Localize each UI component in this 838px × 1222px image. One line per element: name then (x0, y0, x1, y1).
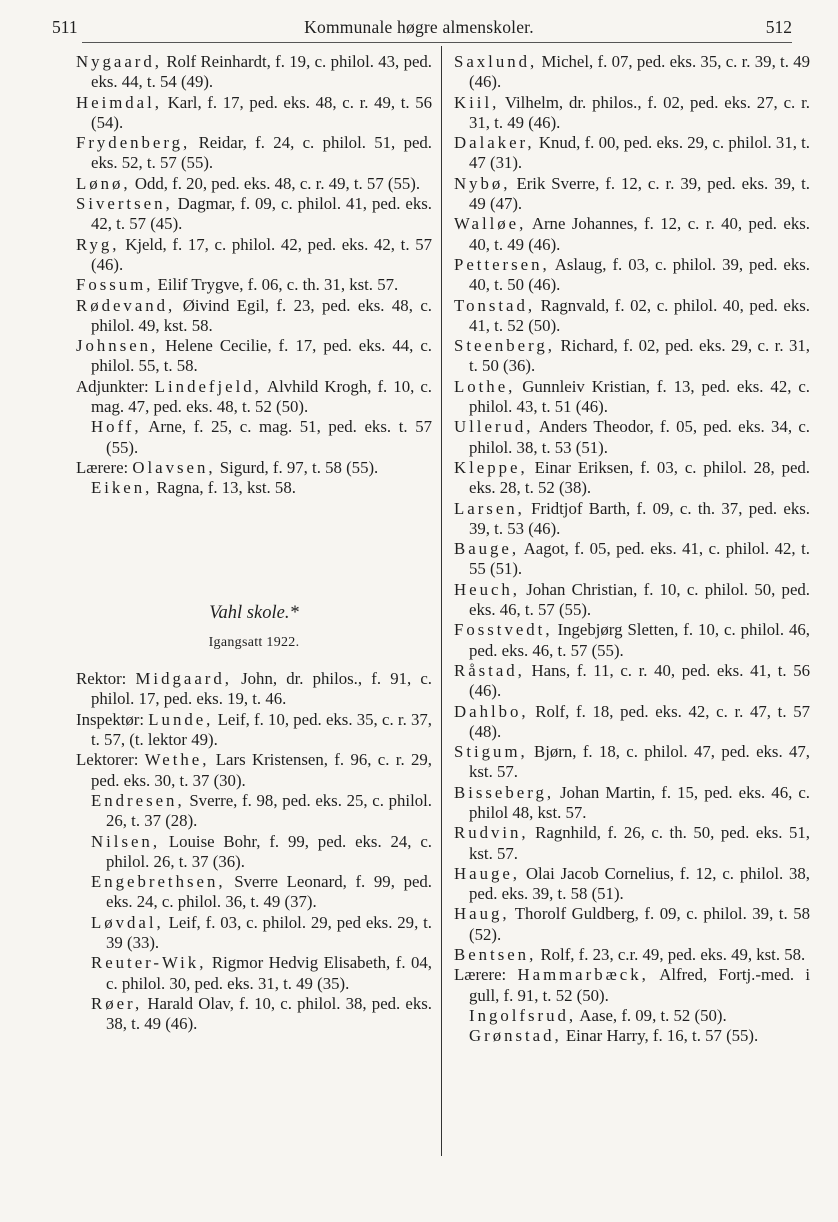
person-name: Nygaard, (76, 52, 162, 71)
list-item (454, 783, 810, 824)
list-item (76, 791, 432, 832)
person-details: Einar Eriksen, f. 03, c. philol. 28, ped. eks. 28, t. 52 (38). (469, 457, 810, 498)
person-details: Kjeld, f. 17, c. philol. 42, ped. eks. 42, t. 57 (46). (91, 234, 432, 274)
person-details: Vilhelm, dr. philos., f. 02, ped. eks. 27, c. r. 31, t. 49 (46). (469, 92, 810, 132)
lektorer-section (76, 750, 432, 1034)
person-details: Ragnhild, f. 26, c. th. 50, ped. eks. 51, kst. 57. (469, 823, 810, 863)
person-details: John, dr. philos., f. 91, c. philol. 17, ped. eks. 19, t. 46. (91, 669, 432, 709)
list-item (454, 52, 810, 93)
person-name: Stigum, (454, 742, 528, 762)
list-item (454, 1006, 810, 1026)
list-item (76, 417, 432, 458)
person-name: Ryg, (76, 234, 120, 254)
list-item (454, 965, 810, 1006)
list-item (76, 750, 432, 791)
section-label: Lektorer: (76, 750, 145, 770)
section-label: Rektor: (76, 669, 136, 689)
list-item (76, 913, 432, 954)
section-label: Inspektør: (76, 709, 149, 729)
person-details: Sverre Leonard, f. 99, ped. eks. 24, c. philol. 36, t. 49 (37). (106, 872, 432, 912)
person-details: Ragnvald, f. 02, c. philol. 40, ped. eks. 41, t. 52 (50). (469, 295, 810, 335)
person-details: Michel, f. 07, ped. eks. 35, c. r. 39, t. 49 (46). (469, 52, 810, 92)
school-subheading: Igangsatt 1922. (208, 634, 300, 650)
running-title: Kommunale høgre almenskoler. (304, 17, 534, 37)
person-name: Hammarbæck, (517, 965, 649, 985)
person-name: Frydenberg, (76, 133, 191, 153)
person-details: Arne Johannes, f. 12, c. r. 40, ped. eks. 40, t. 49 (46). (469, 214, 810, 254)
person-name: Heuch, (454, 579, 520, 599)
list-item (454, 174, 810, 215)
person-name: Bentsen, (454, 945, 537, 965)
rektor-section (76, 669, 432, 710)
person-details: Aase, f. 09, t. 52 (50). (576, 1005, 727, 1025)
person-name: Bauge, (454, 539, 520, 559)
right-page-number: 512 (765, 17, 792, 37)
header-rule (82, 42, 792, 43)
person-details: Øivind Egil, f. 23, ped. eks. 48, c. philol. 49, kst. 58. (91, 295, 432, 335)
person-details: Aagot, f. 05, ped. eks. 41, c. philol. 42, t. 55 (51). (469, 539, 810, 579)
person-name: Walløe, (454, 214, 527, 234)
list-item (76, 174, 432, 194)
person-details: Ragna, f. 13, kst. 58. (152, 478, 296, 498)
person-details: Louise Bohr, f. 99, ped. eks. 24, c. philol. 26, t. 37 (36). (106, 831, 432, 871)
person-name: Rødevand, (76, 295, 176, 315)
list-item (454, 336, 810, 377)
list-item (76, 235, 432, 276)
section-label: Adjunkter: (76, 376, 155, 396)
person-name: Haug, (454, 904, 510, 924)
person-details: Arne, f. 25, c. mag. 51, ped. eks. t. 57 (55). (106, 417, 432, 457)
left-column (76, 52, 432, 1034)
person-details: Ingebjørg Sletten, f. 10, c. philol. 46, ped. eks. 46, t. 57 (55). (469, 620, 810, 660)
person-details: Leif, f. 10, ped. eks. 35, c. r. 37, t. 57, (t. lektor 49). (91, 709, 432, 750)
person-name: Ullerud, (454, 417, 534, 437)
person-name: Kleppe, (454, 457, 528, 477)
list-item (76, 296, 432, 337)
list-item (76, 872, 432, 913)
person-name: Hauge, (454, 863, 520, 883)
person-details: Harald Olav, f. 10, c. philol. 38, ped. eks. 38, t. 49 (46). (106, 993, 432, 1034)
person-details: Lars Kristensen, f. 96, c. r. 29, ped. eks. 30, t. 37 (30). (91, 750, 432, 790)
person-details: Eilif Trygve, f. 06, c. th. 31, kst. 57. (153, 275, 399, 295)
list-item (76, 669, 432, 710)
person-name: Tonstad, (454, 295, 536, 315)
person-details: Johan Martin, f. 15, ped. eks. 46, c. philol 48, kst. 57. (469, 782, 810, 822)
list-item (454, 255, 810, 296)
person-details: Alfred, Fortj.-med. i gull, f. 91, t. 52 (50). (469, 965, 811, 1005)
school-heading: Vahl skole.* (209, 602, 299, 623)
right-column (454, 52, 810, 1047)
list-item (454, 945, 810, 965)
person-details: Thorolf Guldberg, f. 09, c. philol. 39, t. 58 (52). (469, 904, 810, 944)
list-item (76, 832, 432, 873)
person-name: Pettersen, (454, 254, 550, 274)
entry-list (76, 52, 432, 377)
person-name: Eiken, (91, 478, 153, 498)
person-name: Lindefjeld, (154, 376, 262, 396)
inspektor-section (76, 710, 432, 751)
person-details: Sverre, f. 98, ped. eks. 25, c. philol. 26, t. 37 (28). (106, 790, 432, 831)
list-item (454, 580, 810, 621)
list-item (76, 478, 432, 498)
person-details: Odd, f. 20, ped. eks. 48, c. r. 49, t. 57 (55). (130, 173, 421, 193)
person-details: Karl, f. 17, ped. eks. 48, c. r. 49, t. 56 (54). (91, 92, 432, 132)
person-name: Lothe, (454, 376, 516, 396)
person-details: Gunnleiv Kristian, f. 13, ped. eks. 42, c. philol. 43, t. 51 (46). (469, 376, 810, 417)
list-item (76, 377, 432, 418)
list-item (76, 275, 432, 295)
person-name: Rudvin, (454, 823, 529, 843)
list-item (454, 823, 810, 864)
column-divider (441, 46, 442, 1156)
list-item (454, 864, 810, 905)
person-name: Lunde, (148, 709, 214, 729)
laerere-section (76, 458, 432, 499)
person-details: Alvhild Krogh, f. 10, c. mag. 47, ped. eks. 48, t. 52 (50). (91, 376, 432, 417)
person-details: Dagmar, f. 09, c. philol. 41, ped. eks. 42, t. 57 (45). (91, 194, 432, 234)
list-item (76, 710, 432, 751)
person-name: Dalaker, (454, 133, 535, 153)
person-name: Endresen, (91, 790, 185, 810)
person-name: Fossum, (76, 275, 154, 295)
person-details: Rolf, f. 18, ped. eks. 42, c. r. 47, t. 57 (48). (469, 701, 810, 741)
person-name: Larsen, (454, 498, 525, 518)
list-item (454, 458, 810, 499)
person-name: Johnsen, (76, 336, 159, 356)
person-name: Grønstad, (469, 1026, 562, 1046)
person-name: Fosstvedt, (454, 620, 553, 640)
person-name: Røer, (91, 993, 143, 1013)
person-name: Heimdal, (76, 92, 162, 112)
person-name: Nybø, (454, 173, 511, 193)
person-name: Wethe, (144, 750, 210, 770)
list-item (76, 458, 432, 478)
person-name: Steenberg, (454, 336, 555, 356)
entry-list (454, 52, 810, 965)
person-details: Einar Harry, f. 16, t. 57 (55). (561, 1026, 759, 1046)
list-item (454, 377, 810, 418)
list-item (76, 994, 432, 1035)
adjunkter-section (76, 377, 432, 458)
list-item (454, 1026, 810, 1046)
person-name: Nilsen, (91, 831, 161, 851)
section-label: Lærere: (76, 457, 133, 477)
person-name: Ingolfsrud, (469, 1005, 577, 1025)
list-item (454, 661, 810, 702)
person-name: Dahlbo, (454, 701, 529, 721)
person-details: Leif, f. 03, c. philol. 29, ped eks. 29, t. 39 (33). (106, 912, 432, 952)
list-item (76, 133, 432, 174)
person-name: Bisseberg, (454, 782, 555, 802)
list-item (76, 194, 432, 235)
list-item (454, 214, 810, 255)
list-item (76, 336, 432, 377)
person-name: Hoff, (91, 417, 142, 437)
list-item (454, 93, 810, 134)
person-name: Løvdal, (91, 912, 164, 932)
person-name: Sivertsen, (76, 194, 173, 214)
person-details: Rolf Reinhardt, f. 19, c. philol. 43, ped. eks. 44, t. 54 (49). (91, 52, 432, 92)
person-details: Bjørn, f. 18, c. philol. 47, ped. eks. 47, kst. 57. (469, 742, 810, 782)
list-item (76, 52, 432, 93)
person-details: Richard, f. 02, ped. eks. 29, c. r. 31, t. 50 (36). (469, 336, 810, 376)
person-details: Aslaug, f. 03, c. philol. 39, ped. eks. 40, t. 50 (46). (469, 254, 810, 295)
person-details: Rigmor Hedvig Elisabeth, f. 04, c. philol. 30, ped. eks. 31, t. 49 (35). (106, 953, 432, 993)
person-name: Engebrethsen, (91, 872, 226, 892)
person-details: Olai Jacob Cornelius, f. 12, c. philol. 38, ped. eks. 39, t. 58 (51). (469, 863, 810, 904)
person-details: Helene Cecilie, f. 17, ped. eks. 44, c. philol. 55, t. 58. (91, 336, 432, 376)
list-item (76, 953, 432, 994)
person-name: Olavsen, (132, 457, 216, 477)
person-details: Fridtjof Barth, f. 09, c. th. 37, ped. eks. 39, t. 53 (46). (469, 498, 810, 538)
person-details: Erik Sverre, f. 12, c. r. 39, ped. eks. 39, t. 49 (47). (469, 173, 810, 214)
person-details: Johan Christian, f. 10, c. philol. 50, ped. eks. 46, t. 57 (55). (469, 579, 810, 620)
list-item (454, 904, 810, 945)
person-name: Kiil, (454, 92, 500, 112)
list-item (454, 133, 810, 174)
section-label: Lærere: (454, 965, 518, 985)
list-item (454, 499, 810, 540)
list-item (454, 702, 810, 743)
person-name: Lønø, (76, 173, 131, 193)
left-page-number: 511 (52, 17, 78, 37)
list-item (454, 539, 810, 580)
person-details: Anders Theodor, f. 05, ped. eks. 34, c. philol. 38, t. 53 (51). (469, 417, 810, 457)
person-details: Knud, f. 00, ped. eks. 29, c. philol. 31, t. 47 (31). (469, 133, 810, 173)
list-item (454, 417, 810, 458)
list-item (454, 296, 810, 337)
person-details: Hans, f. 11, c. r. 40, ped. eks. 41, t. 56 (46). (469, 660, 810, 701)
person-details: Rolf, f. 23, c.r. 49, ped. eks. 49, kst. 58. (536, 945, 806, 965)
person-name: Reuter-Wik, (91, 953, 207, 973)
person-details: Sigurd, f. 97, t. 58 (55). (215, 457, 379, 477)
person-details: Reidar, f. 24, c. philol. 51, ped. eks. 52, t. 57 (55). (91, 133, 432, 173)
list-item (454, 742, 810, 783)
list-item (76, 93, 432, 134)
list-item (454, 620, 810, 661)
person-name: Midgaard, (135, 669, 232, 689)
person-name: Råstad, (454, 660, 525, 680)
person-name: Saxlund, (454, 52, 538, 71)
laerere-section (454, 965, 810, 1046)
